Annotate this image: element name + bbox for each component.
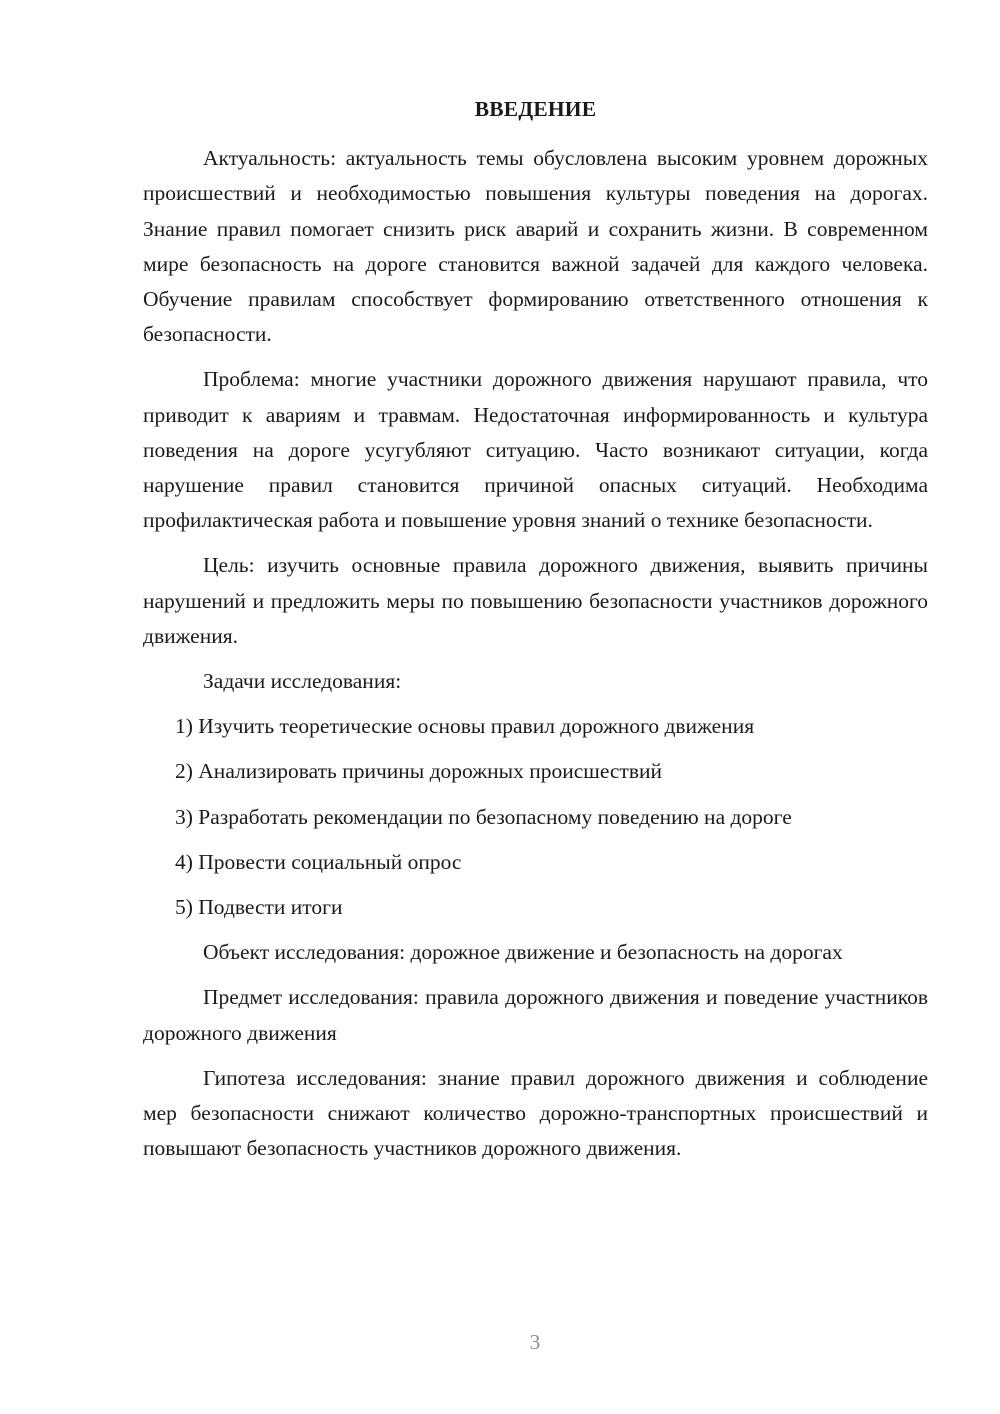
page-number: 3 — [529, 1330, 541, 1354]
hypothesis-paragraph: Гипотеза исследования: знание правил дорожного движения и соблюдение мер безопасности снижают количество дорожно-транспортных происшествий и повышают безопасность участников дорожного движения. — [143, 1065, 928, 1161]
problem-paragraph: Проблема: многие участники дорожного движения нарушают правила, что приводит к авариям и травмам. Недостаточная информированность и культура поведения на дороге усугубляют ситуацию. Часто возникают ситуации, когда нарушение правил становится причиной опасных ситуаций. Необходима профилактическая работа и повышение уровня знаний о технике безопасности. — [143, 367, 928, 533]
list-item: 3) Разработать рекомендации по безопасному поведению на дороге — [175, 804, 792, 829]
list-item: 4) Провести социальный опрос — [175, 849, 462, 874]
relevance-paragraph: Актуальность: актуальность темы обусловлена высоким уровнем дорожных происшествий и необходимостью повышения культуры поведения на дорогах. Знание правил помогает снизить риск аварий и сохранить жизни. В современном мире безопасность на дороге становится важной задачей для каждого человека. Обучение правилам способствует формированию ответственного отношения к безопасности. — [143, 146, 928, 347]
list-item: 1) Изучить теоретические основы правил дорожного движения — [175, 714, 755, 739]
list-item: 2) Анализировать причины дорожных происшествий — [175, 759, 662, 784]
subject-paragraph: Предмет исследования: правила дорожного движения и поведение участников дорожного движения — [143, 985, 928, 1045]
page-title: ВВЕДЕНИЕ — [474, 97, 597, 121]
page-content — [143, 92, 928, 1176]
object-paragraph: Объект исследования: дорожное движение и безопасность на дорогах — [203, 940, 843, 965]
goal-paragraph: Цель: изучить основные правила дорожного движения, выявить причины нарушений и предложить меры по повышению безопасности участников дорожного движения. — [143, 553, 928, 648]
tasks-label: Задачи исследования: — [203, 669, 402, 694]
list-item: 5) Подвести итоги — [175, 895, 343, 920]
task-list — [143, 709, 928, 925]
